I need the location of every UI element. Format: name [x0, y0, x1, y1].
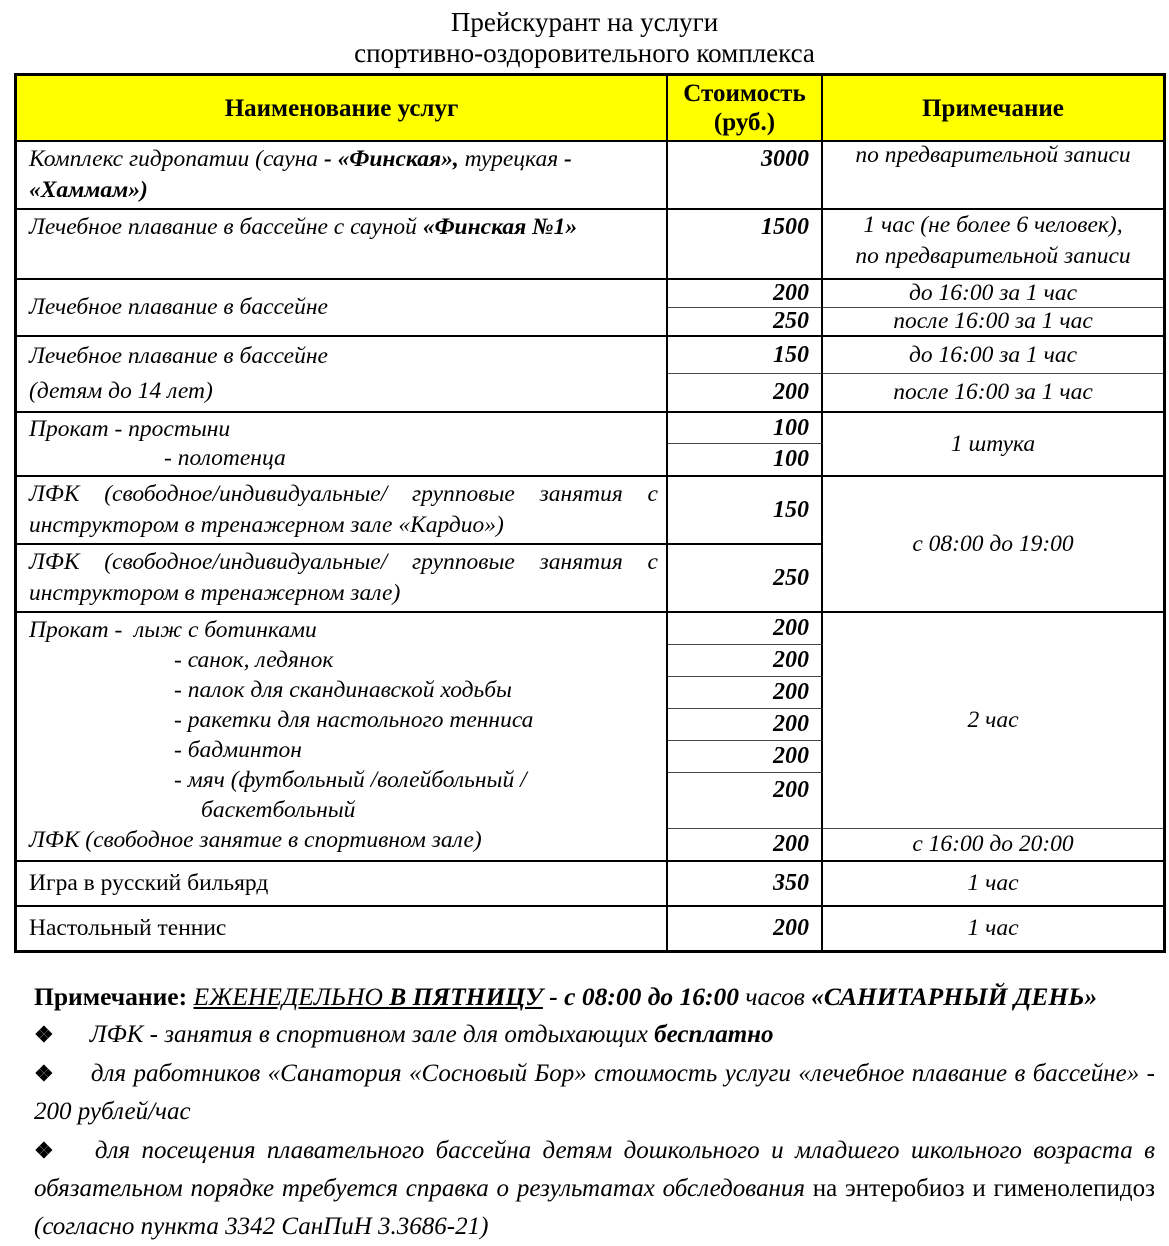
- service-name-text: турецкая: [458, 146, 564, 172]
- price-cell: 200: [668, 280, 823, 308]
- price-cell: 200: [668, 645, 823, 677]
- price-cell: 100: [668, 444, 823, 477]
- row-lfk-cardio: [17, 477, 1163, 545]
- price-cell: 250: [668, 308, 823, 337]
- footnote-text: для работников «Санатория «Сосновый Бор» стоимость услуги «лечебное плавание в бассейне» - 200 рублей/час: [34, 1060, 1155, 1125]
- rental-line-lfk: ЛФК (свободное занятие в спортивном зале): [29, 827, 482, 853]
- price-cell: 1500: [668, 210, 823, 280]
- page-title-line2: спортивно-оздоровительного комплекса: [354, 38, 815, 68]
- service-name-cell: [17, 210, 668, 280]
- price-cell: 200: [668, 773, 823, 829]
- footnote-weekly: ЕЖЕНЕДЕЛЬНО: [193, 982, 390, 1011]
- rental-line: Прокат - лыж с ботинками: [29, 617, 317, 643]
- header-cell-note: Примечание: [823, 76, 1163, 142]
- service-name-bold: - «Хаммам»): [29, 146, 572, 203]
- service-name-text: Лечебное плавание в бассейне с сауной: [29, 214, 423, 240]
- footnote-heading: [34, 979, 1155, 1015]
- service-name-line1: Прокат - простыни: [29, 416, 231, 442]
- price-cell: 100: [668, 413, 823, 444]
- header-price-line2: (руб.): [713, 109, 776, 136]
- row-sports-rental-1: [17, 613, 1163, 645]
- note-cell: с 16:00 до 20:00: [823, 829, 1163, 862]
- rental-line: - палок для скандинавской ходьбы: [174, 677, 512, 703]
- note-cell: [823, 210, 1163, 280]
- price-cell: 200: [668, 374, 823, 413]
- note-cell: 1 час: [823, 862, 1163, 907]
- rental-line: - бадминтон: [174, 737, 302, 763]
- footnote-text: ЛФК - занятия в спортивном зале для отдыхающих: [89, 1021, 655, 1048]
- header-price-line1: Стоимость: [683, 80, 806, 107]
- note-cell: 1 штука: [823, 413, 1163, 477]
- price-cell: 3000: [668, 142, 823, 210]
- footnote-text: (согласно пункта 3342 СанПиН 3.3686-21): [34, 1213, 489, 1240]
- note-cell: после 16:00 за 1 час: [823, 374, 1163, 413]
- note-cell: после 16:00 за 1 час: [823, 308, 1163, 337]
- footnote-upright-text: на энтеробиоз и гименолепидоз: [812, 1175, 1155, 1202]
- footnote-bold-text: бесплатно: [654, 1021, 774, 1048]
- footnote-bullet-1: [34, 1016, 1155, 1054]
- rental-line: баскетбольный: [201, 797, 356, 823]
- row-hydropathy: [17, 142, 1163, 210]
- page-title-line1: Прейскурант на услуги: [450, 7, 719, 37]
- price-cell: 200: [668, 829, 823, 862]
- service-name-cell: [17, 142, 668, 210]
- footnote-text: для посещения плавательного бассейна детям дошкольного и младшего школьного возраста в обязательном порядке требуется справка о результатах обследования: [34, 1137, 1155, 1202]
- service-name-cell: Настольный теннис: [17, 907, 668, 950]
- rental-line: - мяч (футбольный /волейбольный /: [174, 767, 527, 793]
- row-swim-sauna: [17, 210, 1163, 280]
- note-cell: до 16:00 за 1 час: [823, 280, 1163, 308]
- note-line1: 1 час (не более 6 человек),: [863, 212, 1123, 238]
- note-line2: по предварительной записи: [855, 243, 1131, 269]
- price-table: [14, 73, 1166, 953]
- note-cell: 1 час: [967, 915, 1019, 941]
- service-name-line2: (детям до 14 лет): [29, 378, 213, 404]
- price-cell: 150: [668, 337, 823, 374]
- row-table-tennis: [17, 907, 1163, 950]
- diamond-bullet-icon: ❖: [34, 1138, 59, 1163]
- row-swim-1: [17, 280, 1163, 308]
- footnote-hours: - с 08:00 до 16:00: [542, 982, 746, 1011]
- price-cell: 200: [668, 709, 823, 741]
- footnote-chasov: часов: [745, 982, 812, 1011]
- price-cell: 200: [668, 613, 823, 645]
- service-name-text: Комплекс гидропатии (сауна: [29, 146, 324, 172]
- service-name-cell: ЛФК (свободное/индивидуальные/ групповые занятия с инструктором в тренажерном зале): [17, 545, 668, 613]
- footnote-underlined-phrase: [193, 982, 542, 1011]
- note-cell: 2 час: [823, 613, 1163, 829]
- service-name-cell: [17, 613, 668, 862]
- price-cell: 150: [668, 477, 823, 545]
- service-name-line2: - полотенца: [164, 445, 286, 471]
- price-cell: 200: [668, 907, 823, 950]
- header-cell-name: Наименование услуг: [17, 76, 668, 142]
- price-cell: 350: [668, 862, 823, 907]
- service-name-line1: Лечебное плавание в бассейне: [29, 343, 328, 369]
- service-name-cell: [17, 337, 668, 413]
- price-cell: 200: [668, 741, 823, 773]
- table-header-row: [17, 76, 1163, 142]
- service-name-cell: Игра в русский бильярд: [17, 862, 668, 907]
- service-name-cell: ЛФК (свободное/индивидуальные/ групповые занятия с инструктором в тренажерном зале «Кардио»): [17, 477, 668, 545]
- row-swim-kids-1: [17, 337, 1163, 374]
- diamond-bullet-icon: ❖: [34, 1022, 54, 1047]
- note-cell: до 16:00 за 1 час: [823, 337, 1163, 374]
- price-cell: 200: [668, 677, 823, 709]
- footnote-bullet-3: [34, 1132, 1155, 1246]
- price-cell: 250: [668, 545, 823, 613]
- row-linen-1: [17, 413, 1163, 444]
- footnote-friday: В ПЯТНИЦУ: [389, 982, 543, 1011]
- note-cell: по предварительной записи: [823, 142, 1163, 210]
- footnotes-section: [34, 979, 1155, 1246]
- note-cell: с 08:00 до 19:00: [823, 477, 1163, 613]
- rental-line: - ракетки для настольного тенниса: [174, 707, 534, 733]
- footnote-bullet-2: [34, 1055, 1155, 1131]
- diamond-bullet-icon: ❖: [34, 1061, 55, 1086]
- service-name-cell: [17, 413, 668, 477]
- footnote-heading-label: Примечание:: [34, 982, 194, 1011]
- service-name-bold: «Финская №1»: [422, 214, 578, 240]
- row-billiards: [17, 862, 1163, 907]
- rental-line: - санок, ледянок: [174, 647, 334, 673]
- header-cell-price: [668, 76, 823, 142]
- footnote-sanitary-day: «САНИТАРНЫЙ ДЕНЬ»: [811, 982, 1098, 1011]
- service-name-bold: - «Финская»,: [323, 146, 459, 172]
- service-name-cell: Лечебное плавание в бассейне: [17, 280, 668, 337]
- page-title: [0, 0, 1169, 69]
